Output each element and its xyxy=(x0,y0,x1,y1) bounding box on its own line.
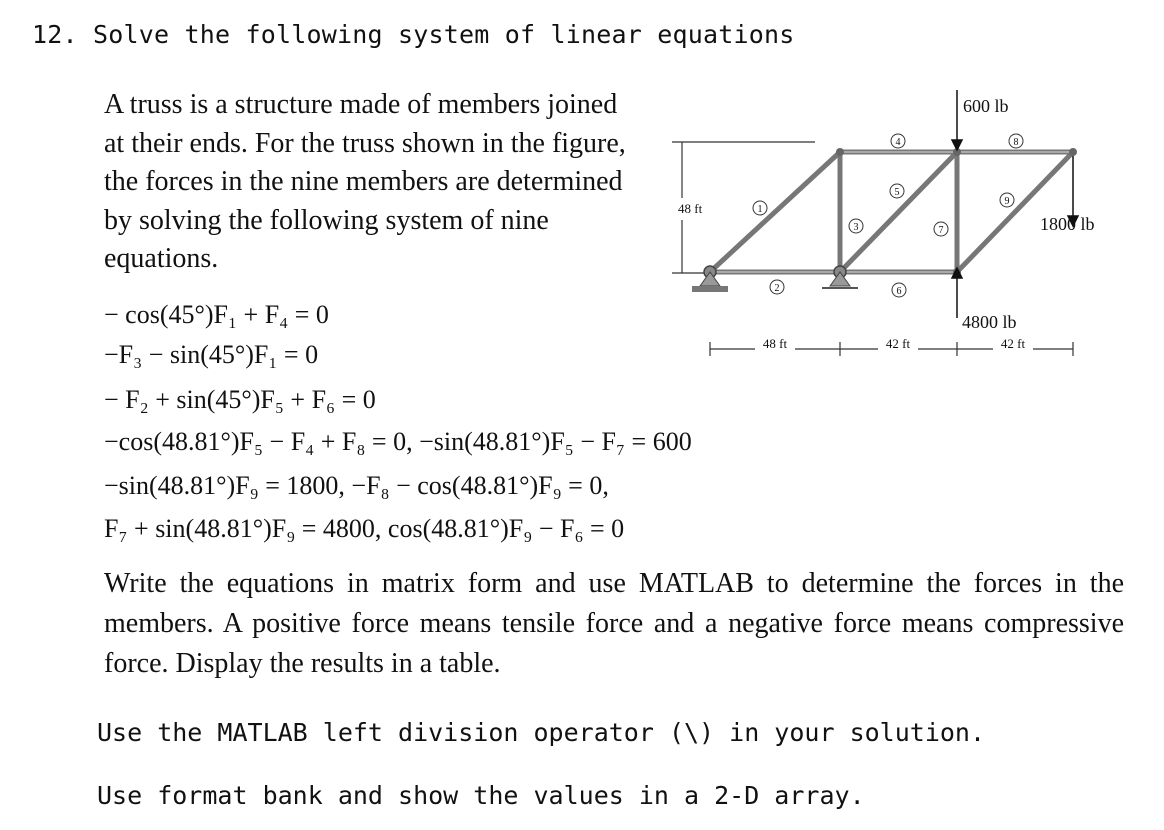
member-9-number: 9 xyxy=(1004,196,1010,207)
member-7-number: 7 xyxy=(938,225,944,236)
span-label-2: 42 ft xyxy=(885,336,911,351)
member-4-number: 4 xyxy=(895,137,901,148)
member-8-number: 8 xyxy=(1013,137,1019,148)
equation-2: −F₃ − sin(45°)F₁ = 0 xyxy=(104,340,319,369)
member-5 xyxy=(840,152,957,272)
height-label: 48 ft xyxy=(678,201,703,216)
equation-5: −sin(48.81°)F₉ = 1800, −F₈ − cos(48.81°)F₉ = 0, xyxy=(104,471,609,500)
instruction-format-bank: Use format bank and show the values in a 2-D array. xyxy=(97,781,865,810)
member-5-number: 5 xyxy=(894,187,900,198)
member-6-number: 6 xyxy=(896,286,902,297)
member-1 xyxy=(710,152,840,272)
load-label-4800: 4800 lb xyxy=(962,312,1017,332)
member-1-number: 1 xyxy=(757,204,763,215)
member-2-number: 2 xyxy=(774,283,780,294)
intro-paragraph: A truss is a structure made of members joined at their ends. For the truss shown in the figure, the forces in the nine members are determined by solving the following system of nine equations. xyxy=(104,89,626,274)
equation-6: F₇ + sin(48.81°)F₉ = 4800, cos(48.81°)F₉ − F₆ = 0 xyxy=(104,514,625,543)
load-label-1800: 1800 lb xyxy=(1040,214,1095,234)
problem-heading: 12. Solve the following system of linear equations xyxy=(32,20,795,49)
load-arrows xyxy=(952,90,1078,318)
member-9 xyxy=(957,152,1073,272)
equation-3: − F₂ + sin(45°)F₅ + F₆ = 0 xyxy=(104,385,376,414)
truss-diagram xyxy=(650,80,1140,370)
span-label-1: 48 ft xyxy=(762,336,788,351)
middle-support xyxy=(822,266,858,288)
load-label-600: 600 lb xyxy=(963,96,1009,116)
instruction-left-division: Use the MATLAB left division operator (\) in your solution. xyxy=(97,718,986,747)
span-label-3: 42 ft xyxy=(1000,336,1026,351)
equation-4: −cos(48.81°)F₅ − F₄ + F₈ = 0, −sin(48.81°)F₅ − F₇ = 600 xyxy=(104,427,692,456)
closing-paragraph: Write the equations in matrix form and use MATLAB to determine the forces in the members. A positive force means tensile force and a negative force means compressive force. Display the results in a table. xyxy=(104,568,1124,679)
member-3-number: 3 xyxy=(853,222,859,233)
equation-1: − cos(45°)F₁ + F₄ = 0 xyxy=(104,300,329,329)
